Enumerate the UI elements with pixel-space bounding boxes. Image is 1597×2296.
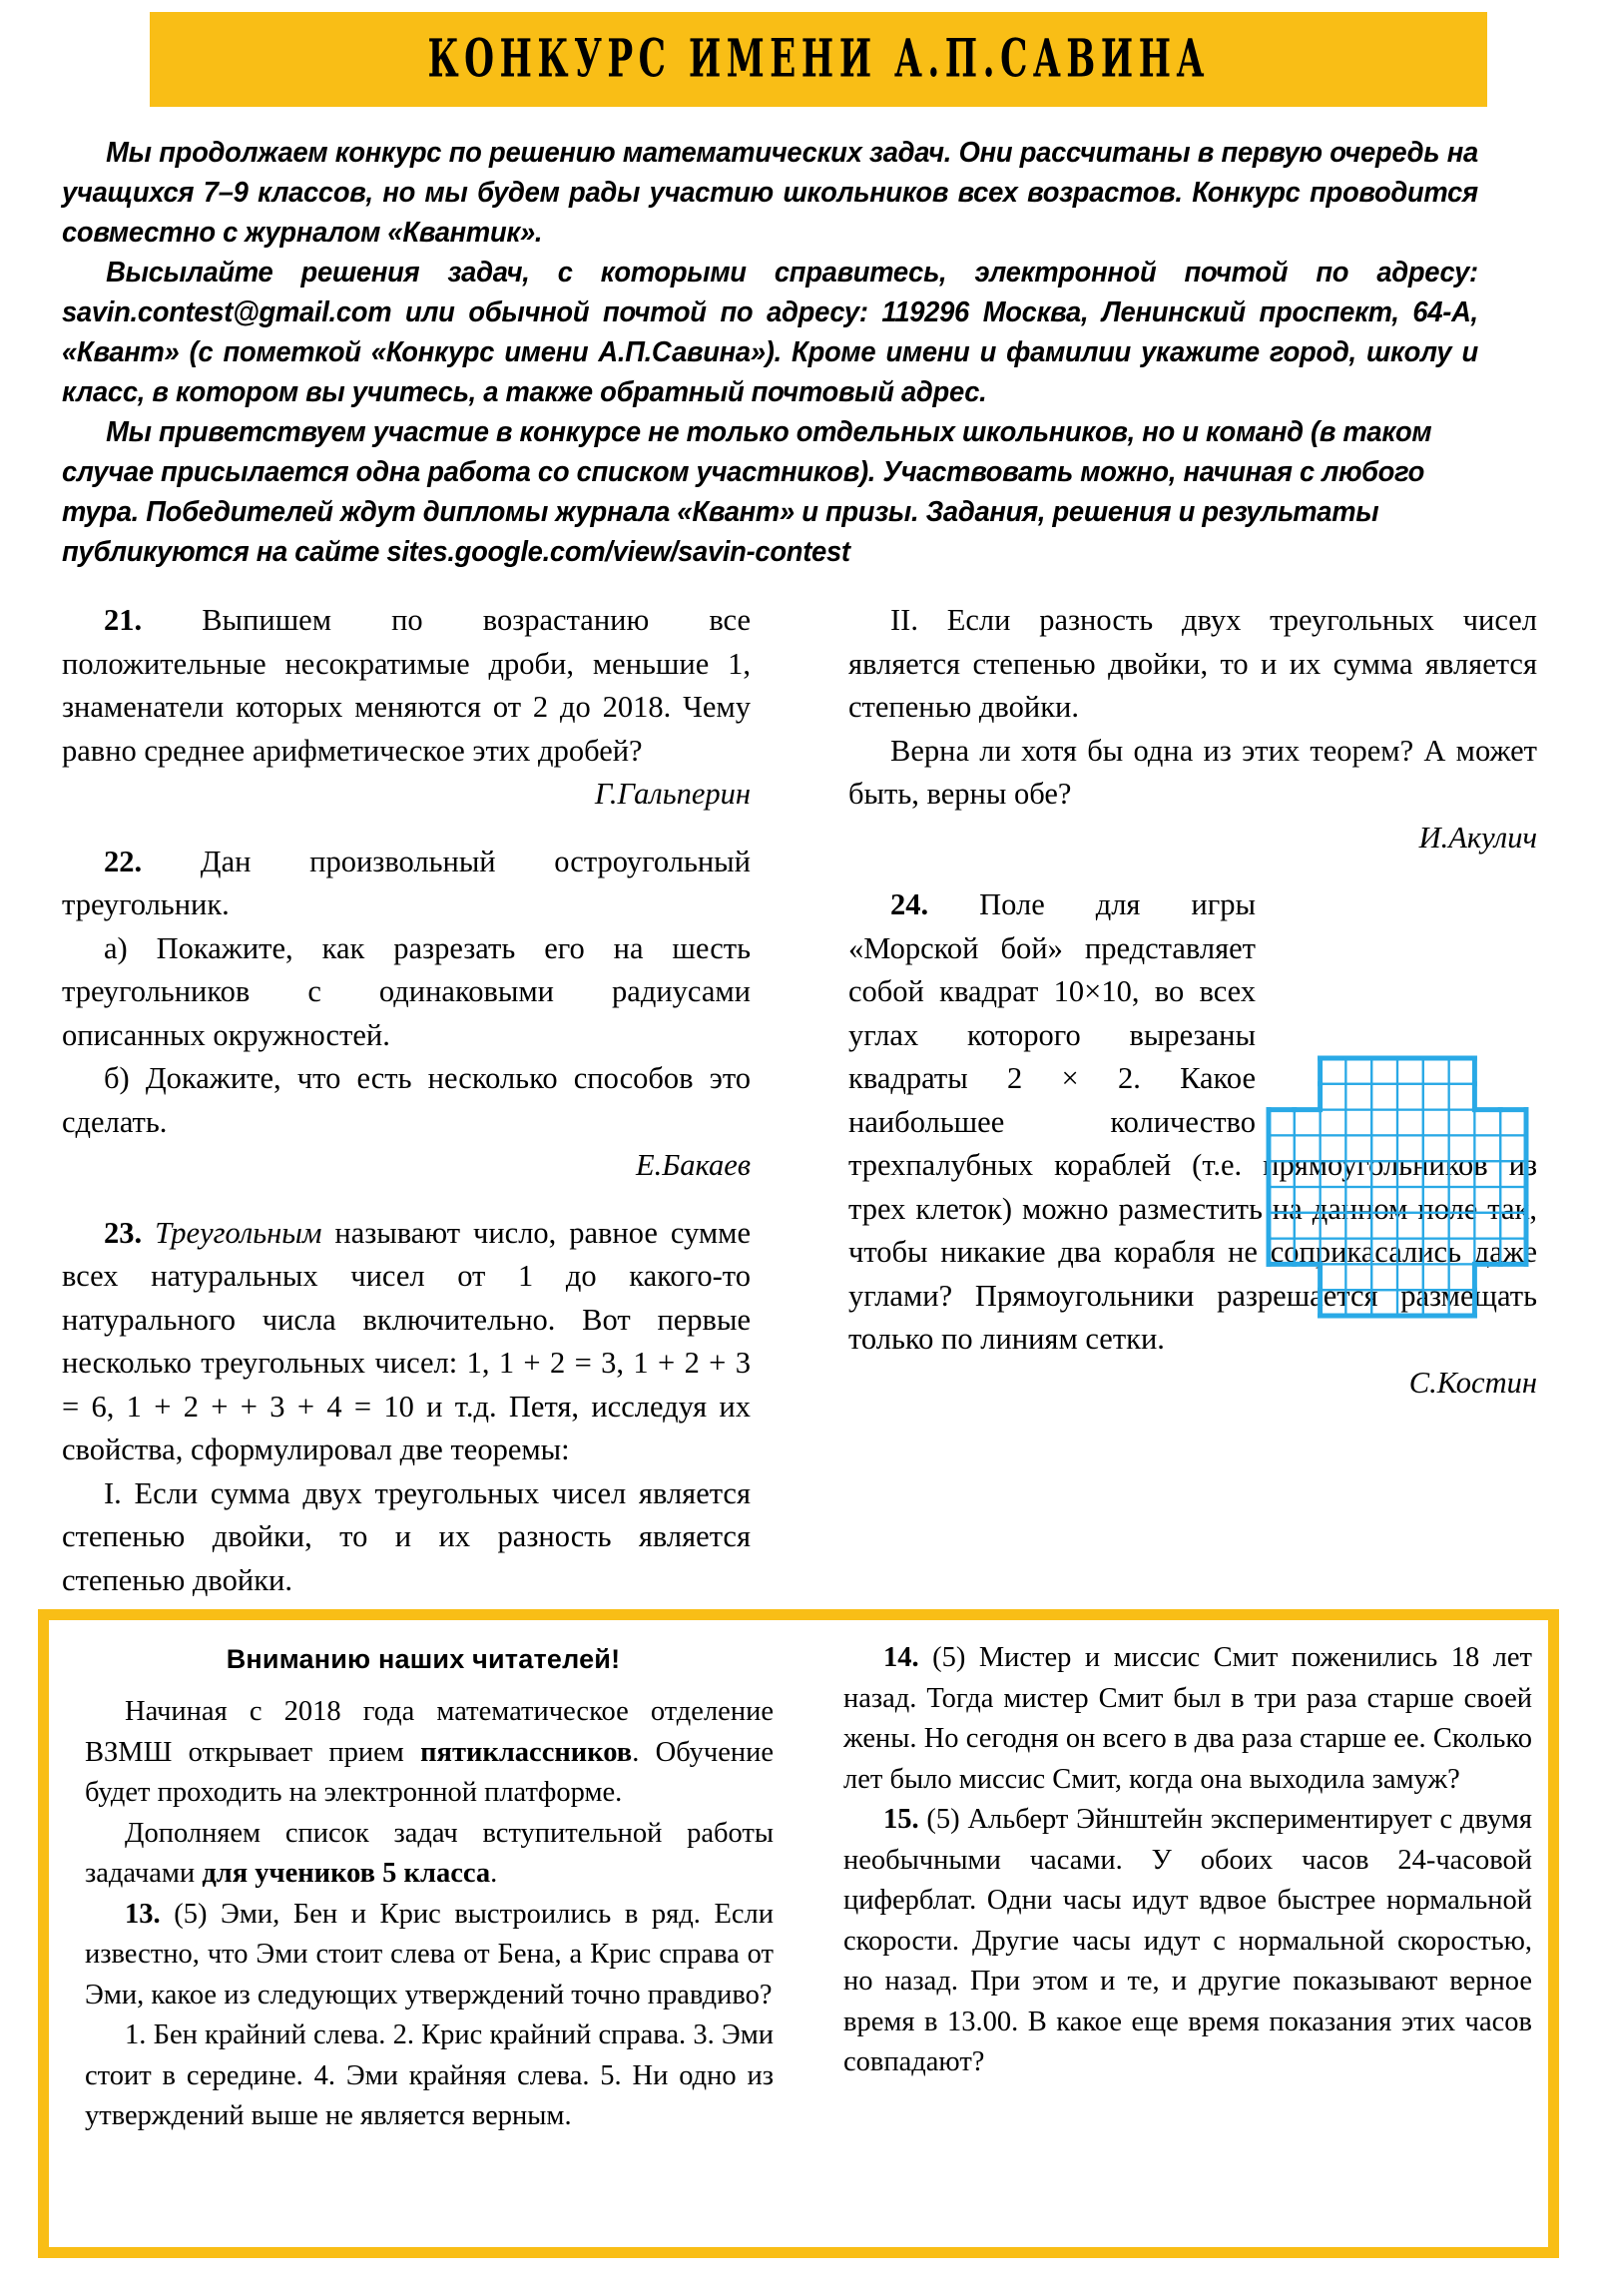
notice-problem-14-number: 14.	[883, 1642, 919, 1673]
problem-24-author: С.Костин	[1408, 1365, 1537, 1400]
notice-problem-14-text: (5) Мистер и миссис Смит поженились 18 лет назад. Тогда мистер Смит был в три раза старше своей жены. Но сегодня он всего в два раза старше ее. Сколько лет было миссис Смит, когда она выходила замуж?	[843, 1642, 1532, 1795]
notice-problem-13-options: 1. Бен крайний слева. 2. Крис крайний справа. 3. Эми стоит в середине. 4. Эми крайняя слева. 5. Ни одно из утверждений выше не является верным.	[85, 2019, 774, 2131]
intro-paragraph-2: Высылайте решения задач, с которыми справитесь, электронной почтой по адресу: savin.contest@gmail.com или обычной почтой по адресу: 119296 Москва, Ленинский проспект, 64-А, «Квант» (с пометкой «Конкурс имени А.П.Савина»). Кроме имени и фамилии укажите город, школу и класс, в котором вы учитесь, а также обратный почтовый адрес.	[62, 257, 1478, 408]
problems-column-left	[62, 599, 751, 1602]
notice-box-inner	[49, 1620, 1548, 2247]
problem-23-theorem-1: I. Если сумма двух треугольных чисел является степенью двойки, то и их разность является степенью двойки.	[62, 1475, 751, 1597]
notice-problem-14	[843, 1638, 1532, 1800]
notice-paragraph-1	[85, 1692, 774, 1814]
problem-21-author: Г.Гальперин	[594, 777, 751, 811]
problem-22-text: Дан произвольный остроугольный треугольник.	[62, 844, 751, 921]
intro-paragraph-1: Мы продолжаем конкурс по решению математических задач. Они рассчитаны в первую очередь на учащихся 7–9 классов, но мы будем рады участию школьников всех возрастов. Конкурс проводится совместно с журналом «Квантик».	[62, 137, 1478, 249]
notice-p2-bold: для учеников 5 класса	[202, 1858, 491, 1889]
notice-box	[38, 1609, 1559, 2258]
notice-title: Вниманию наших читателей!	[226, 1644, 621, 1674]
notice-problem-13-text: (5) Эми, Бен и Крис выстроились в ряд. Если известно, что Эми стоит слева от Бена, а Крис справа от Эми, какое из следующих утверждений точно правдиво?	[85, 1898, 774, 2010]
problem-21-number: 21.	[104, 603, 143, 637]
problem-23-author: И.Акулич	[1418, 820, 1537, 855]
problem-23-text: называют число, равное сумме всех натуральных чисел от 1 до какого-то натурального числа включительно. Вот первые несколько треугольных чисел: 1, 1 + 2 = 3, 1 + 2 + 3 = 6, 1 + 2 + + 3 + 4 = 10 и т.д. Петя, исследуя их свойства, сформулировал две теоремы:	[62, 1215, 751, 1466]
notice-paragraph-2	[85, 1814, 774, 1895]
problem-24-number: 24.	[890, 887, 929, 921]
notice-column-left	[85, 1692, 774, 2137]
problem-21	[62, 599, 751, 773]
notice-problem-13	[85, 1895, 774, 2016]
notice-problem-15	[843, 1800, 1532, 2083]
notice-problem-15-number: 15.	[883, 1804, 919, 1835]
notice-p2-a: Дополняем список задач вступительной работы задачами	[85, 1817, 774, 1889]
notice-p1-a: Начиная с 2018 года математическое отделение ВЗМШ открывает прием	[85, 1696, 774, 1768]
problem-22-number: 22.	[104, 844, 143, 878]
notice-p1-b: . Обучение будет проходить на электронной платформе.	[85, 1736, 774, 1808]
problem-23-question: Верна ли хотя бы одна из этих теорем? А может быть, верны обе?	[848, 733, 1537, 811]
problem-23-theorem-2: II. Если разность двух треугольных чисел является степенью двойки, то и их сумма является степенью двойки.	[848, 603, 1537, 724]
battleship-board-figure	[1266, 1053, 1529, 1321]
problem-22	[62, 841, 751, 927]
page-title: КОНКУРС ИМЕНИ А.П.САВИНА	[427, 29, 1210, 90]
notice-problem-15-text: (5) Альберт Эйнштейн экспериментирует с двумя необычными часами. У обоих часов 24-часовой циферблат. Одни часы идут вдвое быстрее нормальной скорости. Другие часы идут с нормальной скоростью, но назад. При этом и те, и другие показывают верное время в 13.00. В какое еще время показания этих часов совпадают?	[843, 1804, 1532, 2077]
notice-p2-b: .	[490, 1858, 498, 1889]
problem-22-part-a: а) Покажите, как разрезать его на шесть треугольников с одинаковыми радиусами описанных окружностей.	[62, 930, 751, 1052]
problem-23	[62, 1212, 751, 1472]
header-banner	[150, 12, 1487, 107]
notice-column-right	[843, 1638, 1532, 2083]
problem-23-number: 23.	[104, 1215, 143, 1250]
notice-p1-bold: пятиклассников	[420, 1736, 633, 1768]
intro-paragraph-3: Мы приветствуем участие в конкурсе не только отдельных школьников, но и команд (в таком случае присылается одна работа со списком участников). Участвовать можно, начиная с любого тура. Победителей ждут дипломы журнала «Квант» и призы. Задания, решения и результаты публикуются на сайте sites.google.com/view/savin-contest	[62, 416, 1432, 568]
intro-block	[62, 133, 1478, 572]
notice-problem-13-number: 13.	[125, 1898, 161, 1930]
problem-22-author: Е.Бакаев	[635, 1148, 751, 1182]
problem-24-text: Поле для игры «Морской бой» представляет собой квадрат 10×10, во всех углах которого вырезаны квадраты 2 × 2. Какое наибольшее количество трехпалубных кораблей (т.е. прямоугольников из трех клеток) можно разместить на данном поле так, чтобы никакие два корабля не соприкасались даже углами? Прямоугольники разрешается размещать только по линиям сетки.	[848, 887, 1537, 1356]
problem-23-term: Треугольным	[155, 1215, 322, 1250]
problem-22-part-b: б) Докажите, что есть несколько способов это сделать.	[62, 1061, 751, 1139]
problem-21-text: Выпишем по возрастанию все положительные несократимые дроби, меньшие 1, знаменатели которых меняются от 2 до 2018. Чему равно среднее арифметическое этих дробей?	[62, 603, 752, 768]
